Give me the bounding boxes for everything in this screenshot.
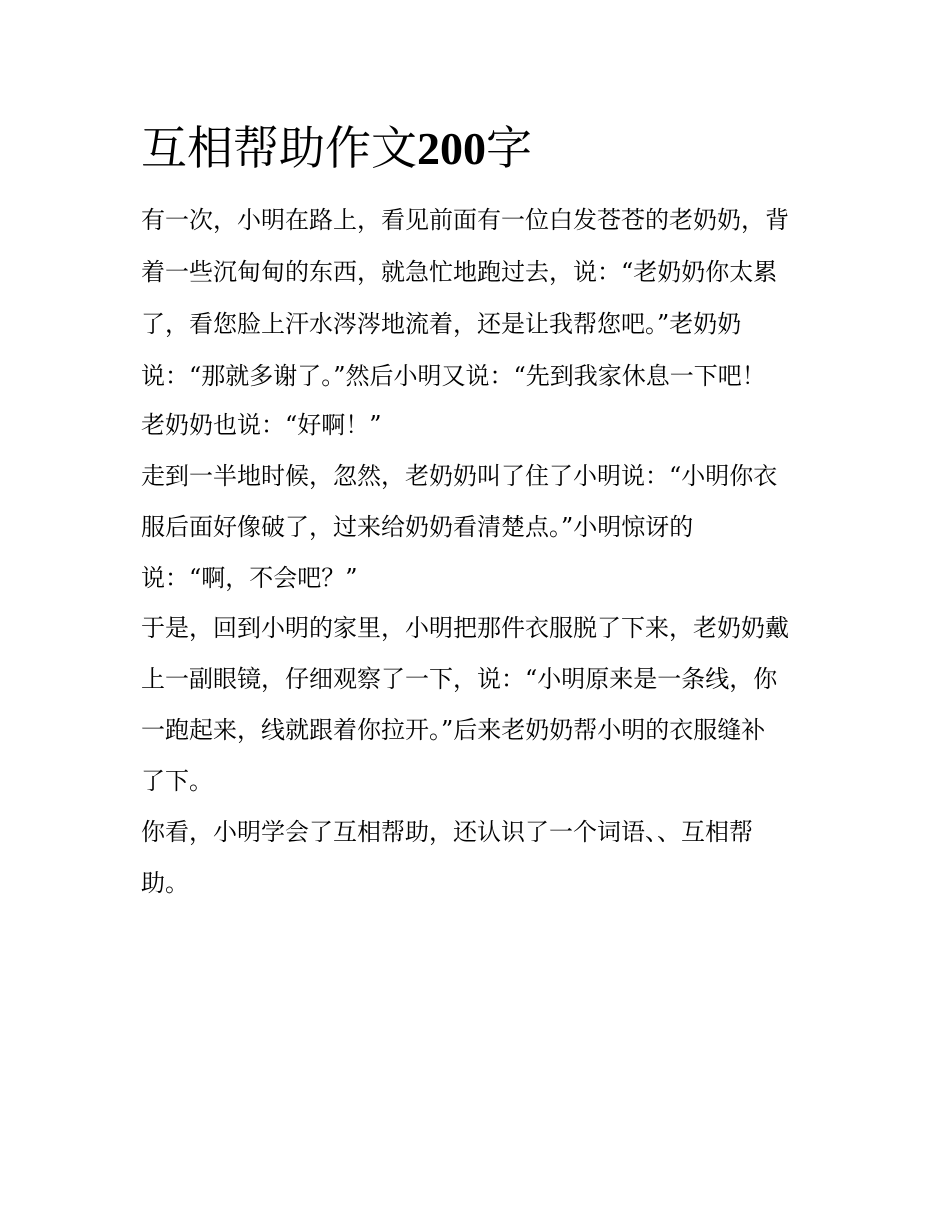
body-line-11: 一跑起来，线就跟着你拉开。”后来老奶奶帮小明的衣服缝补: [141, 716, 766, 744]
body-line-3: 了，看您脸上汗水涔涔地流着，还是让我帮您吧。”老奶奶: [141, 310, 742, 338]
title-number: 200: [417, 123, 486, 174]
body-line-14: 助。: [141, 869, 189, 897]
body-line-1: 有一次，小明在路上，看见前面有一位白发苍苍的老奶奶，背: [141, 206, 789, 234]
document-title: [141, 118, 532, 179]
body-line-8: 说：“啊，不会吧？”: [141, 564, 358, 592]
body-line-7: 服后面好像破了，过来给奶奶看清楚点。”小明惊讶的: [141, 513, 694, 541]
body-line-9: 于是，回到小明的家里，小明把那件衣服脱了下来，老奶奶戴: [141, 614, 789, 642]
body-line-2: 着一些沉甸甸的东西，就急忙地跑过去，说：“老奶奶你太累: [141, 258, 778, 286]
body-line-6: 走到一半地时候，忽然，老奶奶叫了住了小明说：“小明你衣: [141, 462, 778, 490]
body-line-13: 你看，小明学会了互相帮助，还认识了一个词语、、互相帮: [141, 818, 753, 846]
body-line-10: 上一副眼镜，仔细观察了一下，说：“小明原来是一条线，你: [141, 665, 778, 693]
title-prefix: 互相帮助作文: [141, 121, 417, 175]
body-line-12: 了下。: [141, 767, 213, 795]
title-suffix: 字: [486, 121, 532, 175]
body-line-4: 说：“那就多谢了。”然后小明又说：“先到我家休息一下吧！: [141, 362, 766, 390]
body-line-5: 老奶奶也说：“好啊！”: [141, 411, 382, 439]
